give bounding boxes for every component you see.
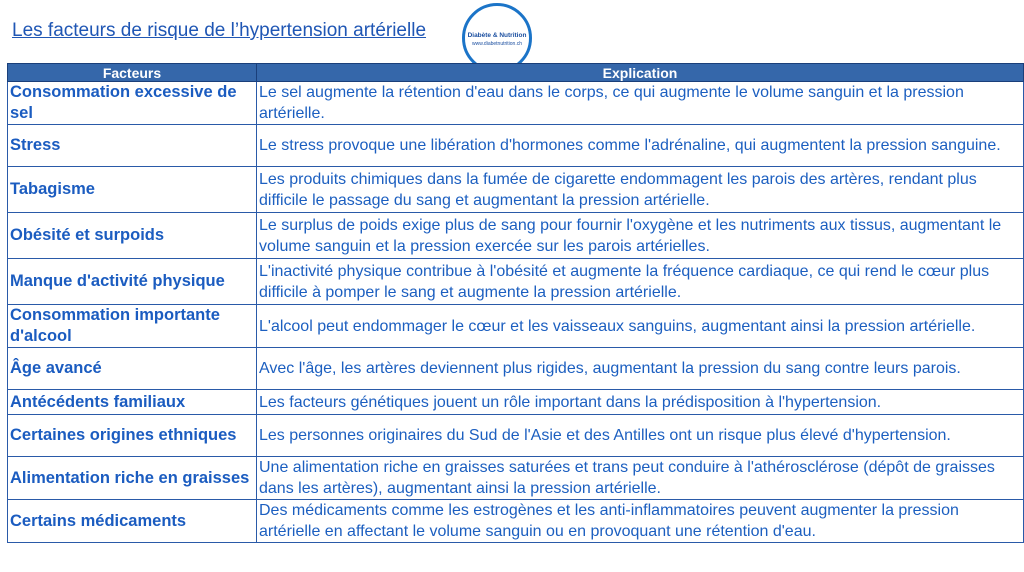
factor-cell: Manque d'activité physique	[8, 259, 257, 305]
table-row	[8, 213, 1024, 259]
table-row	[8, 82, 1024, 125]
risk-factors-table-container	[7, 63, 1023, 543]
risk-factors-table	[7, 63, 1024, 543]
explanation-cell: L'alcool peut endommager le cœur et les vaisseaux sanguins, augmentant ainsi la pression artérielle.	[257, 305, 1024, 348]
explanation-cell: Les facteurs génétiques jouent un rôle important dans la prédisposition à l'hypertension.	[257, 390, 1024, 415]
table-row	[8, 457, 1024, 500]
table-row	[8, 125, 1024, 167]
factor-cell: Alimentation riche en graisses	[8, 457, 257, 500]
explanation-cell: Le sel augmente la rétention d'eau dans le corps, ce qui augmente le volume sanguin et la pression artérielle.	[257, 82, 1024, 125]
page-title: Les facteurs de risque de l’hypertension artérielle	[12, 20, 427, 41]
explanation-cell: Une alimentation riche en graisses saturées et trans peut conduire à l'athérosclérose (dépôt de graisses dans les artères), augmentant ainsi la pression artérielle.	[257, 457, 1024, 500]
logo-url: www.diabetnutrition.ch	[471, 41, 523, 47]
table-row	[8, 415, 1024, 457]
table-row	[8, 305, 1024, 348]
table-header-row	[8, 64, 1024, 82]
factor-cell: Certaines origines ethniques	[8, 415, 257, 457]
logo-name: Diabète & Nutrition	[467, 32, 527, 39]
explanation-cell: Les personnes originaires du Sud de l'Asie et des Antilles ont un risque plus élevé d'hypertension.	[257, 415, 1024, 457]
factor-cell: Consommation importante d'alcool	[8, 305, 257, 348]
table-row	[8, 500, 1024, 543]
factor-cell: Consommation excessive de sel	[8, 82, 257, 125]
factor-cell: Certains médicaments	[8, 500, 257, 543]
explanation-cell: L'inactivité physique contribue à l'obésité et augmente la fréquence cardiaque, ce qui rend le cœur plus difficile à pomper le sang et augmente la pression artérielle.	[257, 259, 1024, 305]
factor-cell: Antécédents familiaux	[8, 390, 257, 415]
explanation-cell: Des médicaments comme les estrogènes et les anti-inflammatoires peuvent augmenter la pression artérielle en affectant le volume sanguin ou en provoquant une rétention d'eau.	[257, 500, 1024, 543]
factor-cell: Âge avancé	[8, 348, 257, 390]
table-body	[8, 82, 1024, 543]
factor-cell: Stress	[8, 125, 257, 167]
explanation-cell: Avec l'âge, les artères deviennent plus rigides, augmentant la pression du sang contre leurs parois.	[257, 348, 1024, 390]
header-factors: Facteurs	[8, 64, 257, 82]
explanation-cell: Le surplus de poids exige plus de sang pour fournir l'oxygène et les nutriments aux tissus, augmentant le volume sanguin et la pression exercée sur les parois artérielles.	[257, 213, 1024, 259]
table-row	[8, 259, 1024, 305]
explanation-cell: Les produits chimiques dans la fumée de cigarette endommagent les parois des artères, rendant plus difficile le passage du sang et augmentant la pression artérielle.	[257, 167, 1024, 213]
header-explanation: Explication	[257, 64, 1024, 82]
table-row	[8, 348, 1024, 390]
table-row	[8, 390, 1024, 415]
explanation-cell: Le stress provoque une libération d'hormones comme l'adrénaline, qui augmentent la pression sanguine.	[257, 125, 1024, 167]
factor-cell: Tabagisme	[8, 167, 257, 213]
table-row	[8, 167, 1024, 213]
factor-cell: Obésité et surpoids	[8, 213, 257, 259]
